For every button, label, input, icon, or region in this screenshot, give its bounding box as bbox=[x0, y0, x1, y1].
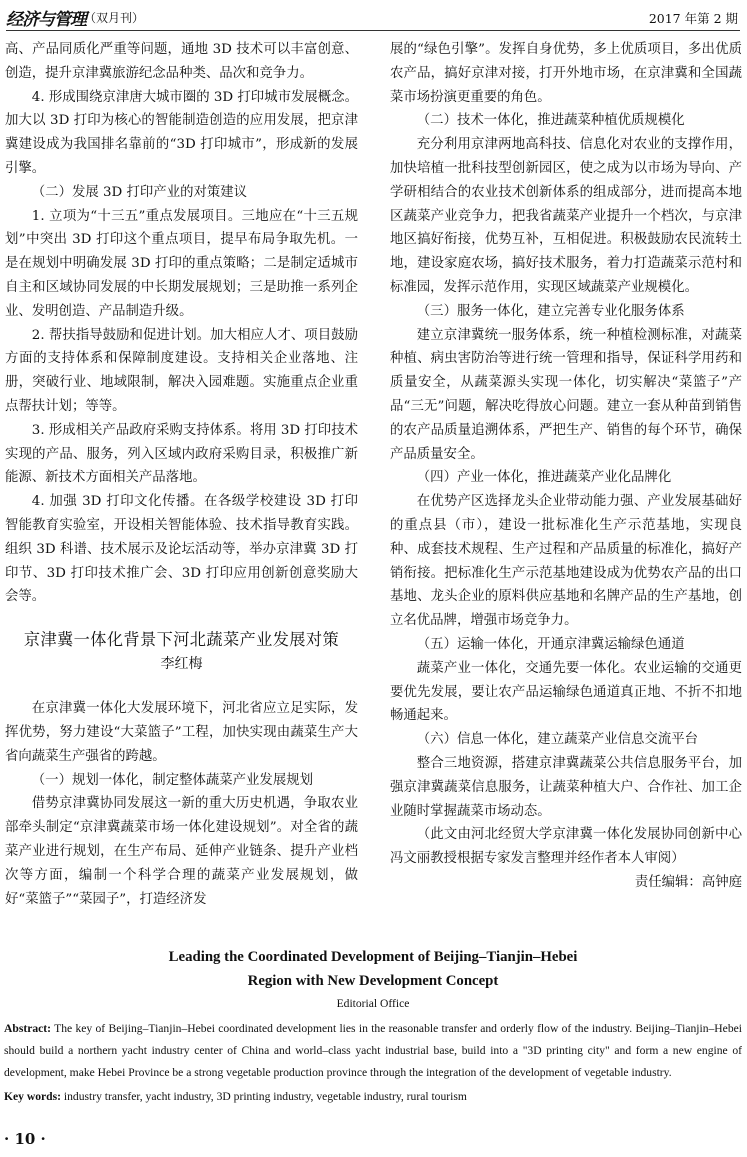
paragraph: 4. 加强 3D 打印文化传播。在各级学校建设 3D 打印智能教育实验室，开设相关智能体验、技术指导教育实践。组织 3D 科谱、技术展示及论坛活动等，举办京津冀 3D 打印节、3D 打印技术推广会、3D 打印应用创新创意奖励大会等。 bbox=[5, 494, 358, 605]
issue-number: 2017 年第 2 期 bbox=[648, 11, 738, 26]
paragraph: 蔬菜产业一体化，交通先要一体化。农业运输的交通更要优先发展，要让农产品运输绿色通道真正地、不折不扣地畅通起来。 bbox=[390, 660, 742, 724]
paragraph: 借势京津冀协同发展这一新的重大历史机遇，争取农业部牵头制定“京津冀蔬菜市场一体化建设规划”。对全省的蔬菜产业进行规划，在生产布局、延伸产业链条、提升产业档次等方面，编制一个科学合理的蔬菜产业发展规划，做好“菜篮子”“菜园子”，打造经济发 bbox=[5, 796, 358, 907]
section-heading: （三）服务一体化，建立完善专业化服务体系 bbox=[416, 303, 685, 319]
english-keywords bbox=[4, 1086, 742, 1108]
english-abstract-block bbox=[4, 945, 742, 1108]
english-author: Editorial Office bbox=[336, 997, 410, 1010]
journal-name: 经济与管理 bbox=[6, 10, 86, 30]
responsible-editor: 责任编辑：高钟庭 bbox=[634, 874, 742, 890]
left-column bbox=[5, 38, 358, 911]
paragraph: 在优势产区选择龙头企业带动能力强、产业发展基础好的重点县（市），建设一批标准化生产示范基地，实现良种、成套技术规程、生产过程和产品质量的标准化，搞好产销衔接。把标准化生产示范基地建设成为优势农产品的出口基地、龙头企业的原料供应基地和名牌产品的生产基地，创立名优品牌，增强市场竞争力。 bbox=[390, 494, 742, 629]
paragraph: 在京津冀一体化大发展环境下，河北省应立足实际，发挥优势，努力建设“大菜篮子”工程，加快实现由蔬菜生产大省向蔬菜生产强省的跨越。 bbox=[5, 701, 358, 764]
section-heading: （四）产业一体化，推进蔬菜产业化品牌化 bbox=[416, 470, 672, 486]
source-note: （此文由河北经贸大学京津冀一体化发展协同创新中心冯文丽教授根据专家发言整理并经作者本人审阅） bbox=[390, 827, 742, 867]
page-header bbox=[6, 4, 740, 31]
journal-frequency: （双月刊） bbox=[84, 11, 145, 25]
keywords-text: industry transfer, yacht industry, 3D printing industry, vegetable industry, rural tourism bbox=[63, 1090, 467, 1103]
english-abstract bbox=[4, 1018, 742, 1084]
paragraph: 展的“绿色引擎”。发挥自身优势，多上优质项目，多出优质农产品，搞好京津对接，打开外地市场，在京津冀和全国蔬菜市场扮演更重要的角色。 bbox=[390, 42, 742, 105]
paragraph: 建立京津冀统一服务体系，统一种植检测标准，对蔬菜种植、病虫害防治等进行统一管理和指导，保证科学用药和质量安全，从蔬菜源头实现一体化，切实解决“菜篮子”产品“三无”问题，解决吃得放心问题。建立一套从种苗到销售的农产品质量追溯体系，严把生产、销售的每个环节，确保产品质量安全。 bbox=[390, 327, 742, 462]
english-title-line-2: Region with New Development Concept bbox=[247, 973, 499, 989]
paragraph: 整合三地资源，搭建京津冀蔬菜公共信息服务平台，加强京津冀蔬菜信息服务，让蔬菜种植大户、合作社、加工企业随时掌握蔬菜市场动态。 bbox=[390, 755, 742, 819]
section-heading: （一）规划一体化，制定整体蔬菜产业发展规划 bbox=[31, 772, 313, 788]
section-heading: （二）技术一体化，推进蔬菜种植优质规模化 bbox=[416, 113, 685, 129]
section-heading: （五）运输一体化，开通京津冀运输绿色通道 bbox=[416, 636, 685, 652]
page-number: · 10 · bbox=[4, 1130, 46, 1148]
abstract-label: Abstract: bbox=[4, 1022, 52, 1035]
paragraph: 高、产品同质化严重等问题，通地 3D 技术可以丰富创意、创造，提升京津冀旅游纪念品种类、品次和竞争力。 bbox=[5, 42, 358, 81]
section-heading: （六）信息一体化，建立蔬菜产业信息交流平台 bbox=[416, 732, 698, 748]
right-column bbox=[390, 38, 742, 895]
section-heading: （二）发展 3D 打印产业的对策建议 bbox=[31, 184, 248, 200]
paragraph: 3. 形成相关产品政府采购支持体系。将用 3D 打印技术实现的产品、服务，列入区域内政府采购目录，积极推广新能源、新技术方面相关产品落地。 bbox=[5, 422, 358, 486]
abstract-text: The key of Beijing–Tianjin–Hebei coordinated development lies in the reasonable transfer and orderly flow of the industry. Beijing–Tianjin–Hebei should build a northern yacht industry center of China and world–class yacht industrial base, build into a "3D printing city" and form a new engine of development, make Hebei Province be a strong vegetable production province through the integration of the development of vegetable industry. bbox=[4, 1022, 742, 1079]
english-title-line-1: Leading the Coordinated Development of Beijing–Tianjin–Hebei bbox=[168, 949, 578, 965]
paragraph: 2. 帮扶指导鼓励和促进计划。加大相应人才、项目鼓励方面的支持体系和保障制度建设。支持相关企业落地、注册，突破行业、地域限制，解决入园难题。实施重点企业重点帮扶计划；等等。 bbox=[5, 327, 358, 414]
paragraph: 充分利用京津两地高科技、信息化对农业的支撑作用，加快培植一批科技型创新园区，使之成为以市场为导向、产学研相结合的农业技术创新体系的组成部分，进而提高本地区蔬菜产业竞争力，把我省蔬菜产业提升一个档次，与京津地区搞好衔接，优势互补，互相促进。积极鼓励农民流转土地，建设家庭农场，搞好技术服务，着力打造蔬菜示范村和标准园，发挥示范作用，实现区域蔬菜产业规模化。 bbox=[390, 137, 742, 295]
keywords-label: Key words: bbox=[4, 1090, 61, 1103]
article-author: 李红梅 bbox=[160, 656, 203, 673]
paragraph: 1. 立项为“十三五”重点发展项目。三地应在“十三五规划”中突出 3D 打印这个重点项目，提早布局争取先机。一是在规划中明确发展 3D 打印的重点策略；二是制定适城市自主和区域协同发展的中长期发展规划；三是助推一系列企业、发明创造、产品制造升级。 bbox=[5, 208, 358, 319]
paragraph: 4. 形成围绕京津唐大城市圈的 3D 打印城市发展概念。加大以 3D 打印为核心的智能制造创造的应用发展，把京津冀建设成为我国排名靠前的“3D 打印城市”，形成新的发展引擎。 bbox=[5, 89, 358, 176]
article-title: 京津冀一体化背景下河北蔬菜产业发展对策 bbox=[23, 630, 340, 650]
